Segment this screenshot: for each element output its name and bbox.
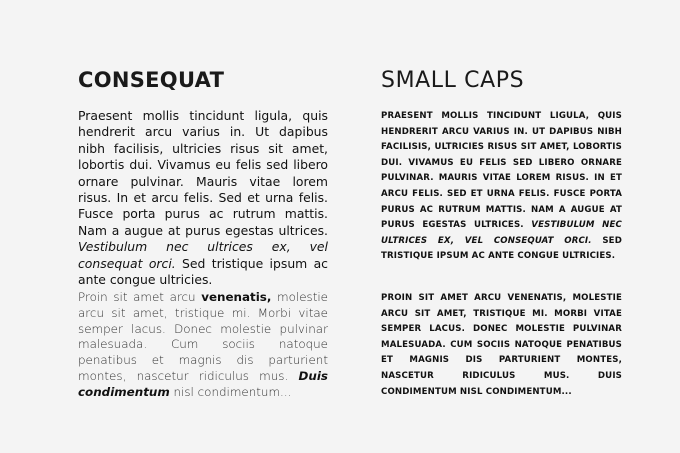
consequat-heading: CONSEQUAT [78, 68, 225, 92]
right-p1-italic: VESTIBULUM NEC ULTRICES EX, VEL CONSEQUAT ORCI. [381, 220, 622, 246]
left-p2-bold: venenatis, [201, 290, 272, 304]
small-caps-heading: SMALL CAPS [381, 68, 525, 93]
left-p1-text: Praesent mollis tincidunt ligula, quis hendrerit arcu varius in. Ut dapibus nibh facilisis, ultricies risus sit amet, lobortis dui. Vivamus eu felis sed libero ornare pulvinar. Mauris vitae lorem risus. In et arcu felis. Sed et urna felis. Fusce porta purus ac rutrum mattis. Nam a augue at purus egestas ultrices. [78, 108, 328, 238]
left-p1-tail: Sed tristique ipsum ac ante congue ultricies. [78, 255, 328, 288]
left-p1-italic: Vestibulum nec ultrices ex, vel consequat orci. [78, 239, 328, 271]
right-paragraph-1 [381, 109, 622, 265]
right-p1-text: PRAESENT MOLLIS TINCIDUNT LIGULA, QUIS HENDRERIT ARCU VARIUS IN. UT DAPIBUS NIBH FACILISIS, ULTRICIES RISUS SIT AMET, LOBORTIS DUI. VIVAMUS EU FELIS SED LIBERO ORNARE PULVINAR. MAURIS VITAE LOREM RISUS. IN ET ARCU FELIS. SED ET URNA FELIS. FUSCE PORTA PURUS AC RUTRUM MATTIS. NAM A AUGUE AT PURUS EGESTAS ULTRICES. [381, 111, 622, 231]
left-p2-text-3: nisl condimentum... [173, 384, 292, 399]
right-p1-tail: SED TRISTIQUE IPSUM AC ANTE CONGUE ULTRICIES. [381, 235, 622, 262]
left-paragraph-2 [78, 290, 328, 401]
left-p2-text-2: molestie arcu sit amet, tristique mi. Morbi vitae semper lacus. Donec molestie pulvinar malesuada. Cum sociis natoque penatibus et magnis dis parturient montes, nascetur ridiculus mus. [78, 290, 328, 383]
left-p2-text-1: Proin sit amet arcu [78, 290, 196, 304]
left-paragraph-1 [78, 108, 328, 288]
right-paragraph-2: PROIN SIT AMET ARCU VENENATIS, MOLESTIE ARCU SIT AMET, TRISTIQUE MI. MORBI VITAE SEMPER LACUS. DONEC MOLESTIE PULVINAR MALESUADA. CUM SOCIIS NATOQUE PENATIBUS ET MAGNIS DIS PARTURIENT MONTES, NASCETUR RIDICULUS MUS. DUIS CONDIMENTUM NISL CONDIMENTUM... [381, 293, 622, 397]
left-p2-bold-italic: Duis condimentum [78, 368, 329, 399]
